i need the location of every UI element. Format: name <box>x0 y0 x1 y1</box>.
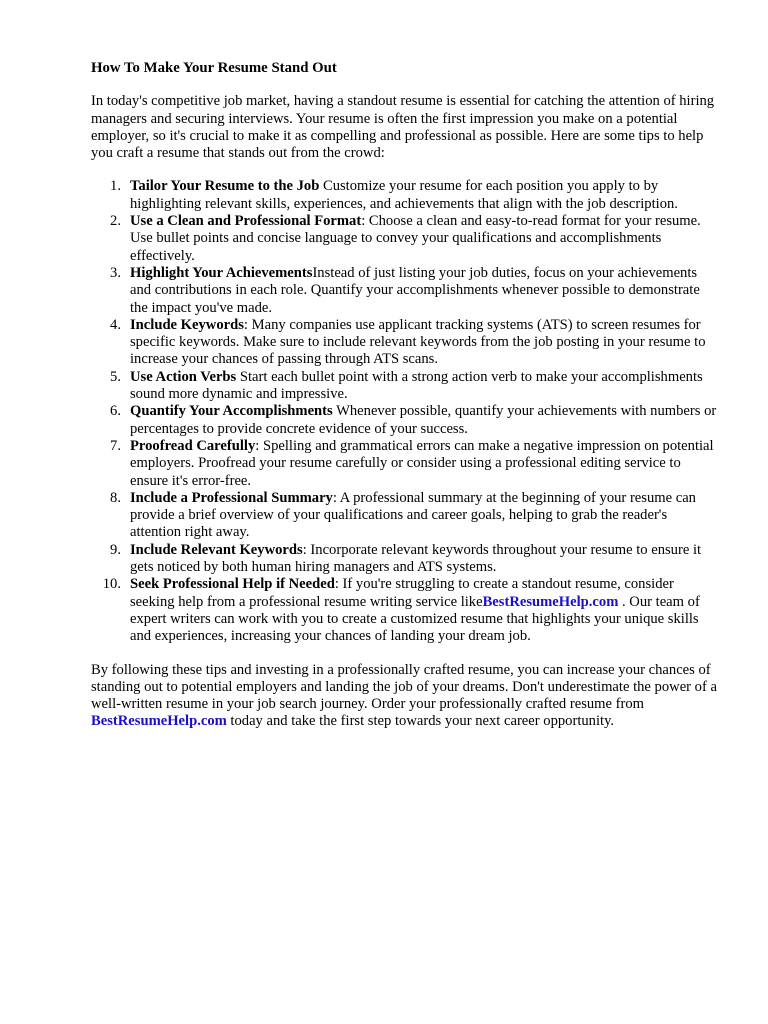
tip-body: : Incorporate relevant keywords throughout your resume to ensure it gets noticed by both human hiring managers and ATS systems. <box>130 541 702 576</box>
closing-paragraph <box>91 662 721 731</box>
bestresumehelp-link[interactable]: BestResumeHelp.com <box>91 713 227 730</box>
tip-heading: Include Keywords <box>130 316 244 333</box>
tip-body: : Many companies use applicant tracking systems (ATS) to screen resumes for specific keywords. Make sure to include relevant keywords from the job posting in your resume to increase your chances of passing through ATS scans. <box>130 316 706 368</box>
tip-heading: Proofread Carefully <box>130 437 256 454</box>
tip-number: 8. <box>110 489 121 506</box>
tips-list <box>91 178 721 645</box>
intro-paragraph: In today's competitive job market, having a standout resume is essential for catching the attention of hiring managers and securing interviews. Your resume is often the first impression you make on a potential employer, so it's crucial to make it as compelling and professional as possible. Here are some tips to help you craft a resume that stands out from the crowd: <box>91 93 715 162</box>
tip-item <box>91 438 721 490</box>
tip-item <box>91 178 721 213</box>
tip-heading: Highlight Your Achievements <box>130 264 313 281</box>
tip-body: : Choose a clean and easy-to-read format for your resume. Use bullet points and concise language to convey your qualifications and accomplishments effectively. <box>130 213 701 264</box>
page-title: How To Make Your Resume Stand Out <box>91 60 337 76</box>
closing-text-after: today and take the first step towards your next career opportunity. <box>226 713 615 730</box>
tip-number: 2. <box>110 213 121 230</box>
tip-heading: Include Relevant Keywords <box>130 541 303 558</box>
tip-heading: Use a Clean and Professional Format <box>130 213 362 230</box>
document-page <box>91 60 721 731</box>
tip-heading: Quantify Your Accomplishments <box>130 403 333 420</box>
tip-item <box>91 369 721 404</box>
tip-item <box>91 542 721 577</box>
tip-body: Start each bullet point with a strong action verb to make your accomplishments sound more dynamic and impressive. <box>130 368 703 403</box>
tip-item <box>91 576 721 645</box>
tip-heading: Use Action Verbs <box>130 368 237 385</box>
tip-item <box>91 490 721 542</box>
bestresumehelp-link[interactable]: BestResumeHelp.com <box>482 593 619 610</box>
tip-number: 6. <box>110 403 121 420</box>
tip-heading: Include a Professional Summary <box>130 489 333 506</box>
tip-number: 7. <box>110 437 121 454</box>
tip-body: Customize your resume for each position you apply to by highlighting relevant skills, experiences, and achievements that align with the job description. <box>130 178 678 212</box>
tip-item <box>91 265 721 317</box>
tip-item <box>91 213 721 265</box>
tip-number: 4. <box>110 316 121 333</box>
tip-body: : If you're struggling to create a standout resume, consider seeking help from a professional resume writing service like <box>130 576 674 610</box>
tip-body: : A professional summary at the beginning of your resume can provide a brief overview of your qualifications and career goals, helping to grab the reader's attention right away. <box>130 489 696 541</box>
tip-number: 10. <box>102 576 121 593</box>
tip-item <box>91 403 721 438</box>
tip-body-after: . Our team of expert writers can work with you to create a customized resume that highlights your unique skills and experiences, increasing your chances of landing your dream job. <box>130 593 700 645</box>
tip-body: : Spelling and grammatical errors can make a negative impression on potential employers. Proofread your resume carefully or consider using a professional editing service to ensure it's error-free. <box>130 437 714 489</box>
tip-number: 1. <box>110 178 121 195</box>
tip-number: 5. <box>110 368 121 385</box>
tip-body: Instead of just listing your job duties, focus on your achievements and contributions in each role. Quantify your accomplishments whenever possible to demonstrate the impact you've made. <box>130 264 700 316</box>
tip-item <box>91 317 721 369</box>
tip-body: Whenever possible, quantify your achievements with numbers or percentages to provide concrete evidence of your success. <box>130 403 717 437</box>
tip-heading: Seek Professional Help if Needed <box>130 576 335 593</box>
tip-number: 3. <box>110 264 121 281</box>
tip-heading: Tailor Your Resume to the Job <box>130 178 320 195</box>
tip-number: 9. <box>110 541 121 558</box>
closing-text-before: By following these tips and investing in a professionally crafted resume, you can increase your chances of standing out to potential employers and landing the job of your dreams. Don't underestimate the power of a well-written resume in your job search journey. Order your professionally crafted resume from <box>91 661 717 713</box>
